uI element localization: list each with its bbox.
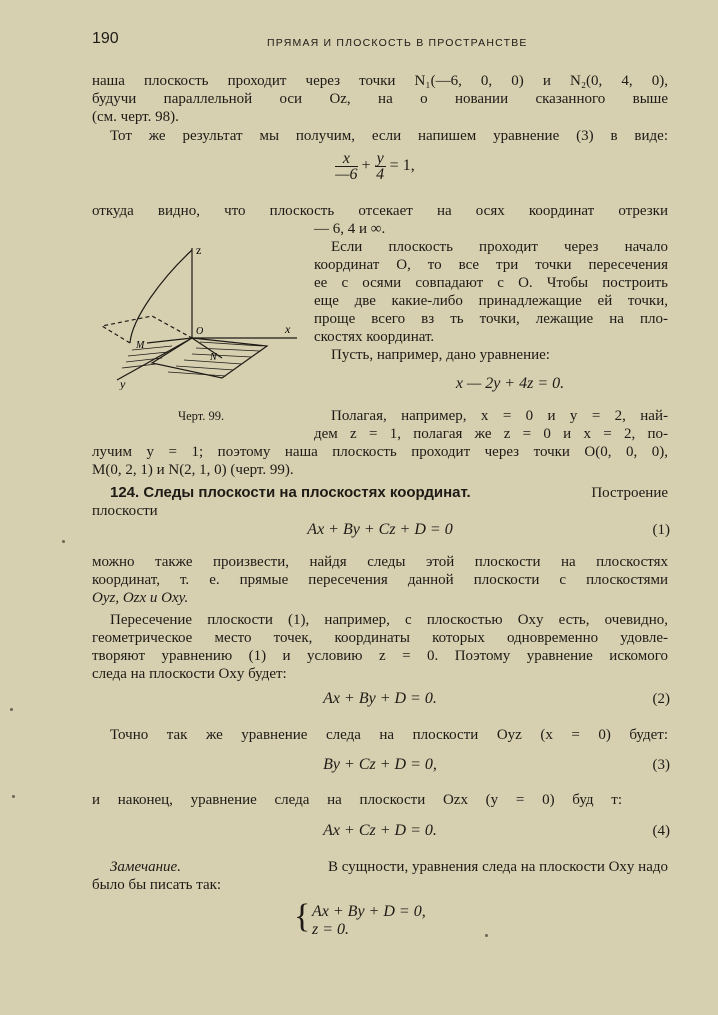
trace-oyz — [130, 250, 192, 343]
p8-line1: Пересечение плоскости (1), например, с плоскостью Oxy есть, очевидно, — [110, 612, 668, 628]
p4-line4: еще две какие-либо принадлежащие ей точки, — [314, 293, 668, 309]
remark-label: Замечание. — [110, 859, 181, 875]
p5-line1: Пусть, например, дано уравнение: — [331, 347, 550, 363]
p9-line1: Точно так же уравнение следа на плоскости Oyz (x = 0) будет: — [110, 727, 668, 743]
label-n: N — [210, 352, 217, 363]
p4-line1: Если плоскость проходит через начало — [331, 239, 668, 255]
page-header — [92, 30, 658, 50]
p4-line6: скостях координат. — [314, 329, 435, 345]
p8-line4: следа на плоскости Oxy будет: — [92, 666, 287, 682]
equation-2-number: (2) — [652, 691, 670, 707]
p7-line3: Oyz, Ozx и Oxy. — [92, 590, 189, 606]
p6-line1: Полагая, например, x = 0 и y = 2, най- — [331, 408, 668, 424]
p6-line3: лучим y = 1; поэтому наша плоскость проходит через точки O(0, 0, 0), — [92, 444, 668, 460]
page-number: 190 — [92, 30, 119, 47]
remark-line1 — [110, 858, 668, 876]
p1-line2: будучи параллельной оси Oz, на о новании сказанного выше — [92, 91, 668, 107]
p4-line5: проще всего вз ть точки, лежащие на пло- — [314, 311, 668, 327]
equation-3: By + Cz + D = 0, — [323, 756, 437, 773]
p6-line2: дем z = 1, полагая же z = 0 и x = 2, по- — [314, 426, 668, 442]
system-line2: z = 0. — [312, 921, 350, 938]
scan-speck — [12, 795, 15, 798]
equation-4-number: (4) — [652, 823, 670, 839]
figure-caption: Черт. 99. — [178, 409, 225, 423]
equation-1: Ax + By + Cz + D = 0 — [307, 521, 453, 538]
p10-line1: и наконец, уравнение следа на плоскости Ozx (y = 0) буд т: — [92, 792, 622, 808]
p1-line3: (см. черт. 98). — [92, 109, 179, 125]
p3-line1: откуда видно, что плоскость отсекает на осях координат отрезки — [92, 203, 668, 219]
scan-speck — [10, 708, 13, 711]
fraction-x: $\frac{x}{—6}$ — [335, 150, 358, 183]
section-line2: плоскости — [92, 503, 158, 519]
scan-speck — [485, 934, 488, 937]
p6-line4: M(0, 2, 1) и N(2, 1, 0) (черт. 99). — [92, 462, 294, 478]
p8-line2: геометрическое место точек, координаты которых одновременно удовле- — [92, 630, 668, 646]
section-heading — [110, 484, 668, 502]
label-x: x — [285, 322, 291, 336]
remark-line1-rest: В сущности, уравнения следа на плоскости Oxy надо — [328, 859, 668, 875]
p7-line1: можно также произвести, найдя следы этой плоскости на плоскостях — [92, 554, 668, 570]
p1-line1: наша плоскость проходит через точки N₁(—6, 0, 0) и N₂(0, 4, 0), — [92, 73, 668, 89]
equation-4: Ax + Cz + D = 0. — [323, 822, 437, 839]
p3-line2: — 6, 4 и ∞. — [314, 221, 386, 237]
section-line1-rest: Построение — [591, 485, 668, 501]
p4-line3: ее с осями совпадают с O. Чтобы построить — [314, 275, 668, 291]
figure-99 — [92, 238, 312, 390]
system-line1: Ax + By + D = 0, — [312, 903, 426, 920]
remark-line2: было бы писать так: — [92, 877, 222, 893]
p8-line3: творяют уравнению (1) и условию z = 0. Поэтому уравнение искомого — [92, 648, 668, 664]
system-brace: { — [294, 898, 311, 935]
fraction-equation: $\frac{x}{—6}$ + $\frac{y}{4}$ = 1, — [335, 150, 415, 183]
fraction-y: $\frac{y}{4}$ — [376, 150, 385, 183]
p7-line2: координат, т. е. прямые пересечения данной плоскости с плоскостями — [92, 572, 668, 588]
equation-3-number: (3) — [652, 757, 670, 773]
label-o: O — [196, 326, 204, 337]
label-m: M — [136, 340, 145, 351]
running-title: ПРЯМАЯ И ПЛОСКОСТЬ В ПРОСТРАНСТВЕ — [267, 37, 528, 49]
section-title: 124. Следы плоскости на плоскостях координат. — [110, 484, 471, 501]
fraction-rhs: = 1, — [389, 157, 415, 175]
label-y: y — [120, 377, 126, 390]
scan-speck — [62, 540, 65, 543]
p4-line2: координат O, то все три точки пересечения — [314, 257, 668, 273]
equation-1-number: (1) — [652, 522, 670, 538]
label-z: z — [196, 243, 202, 257]
p2-line1: Тот же результат мы получим, если напишем уравнение (3) в виде: — [110, 128, 668, 144]
plane-equation: x — 2y + 4z = 0. — [455, 375, 565, 392]
equation-2: Ax + By + D = 0. — [323, 690, 437, 707]
